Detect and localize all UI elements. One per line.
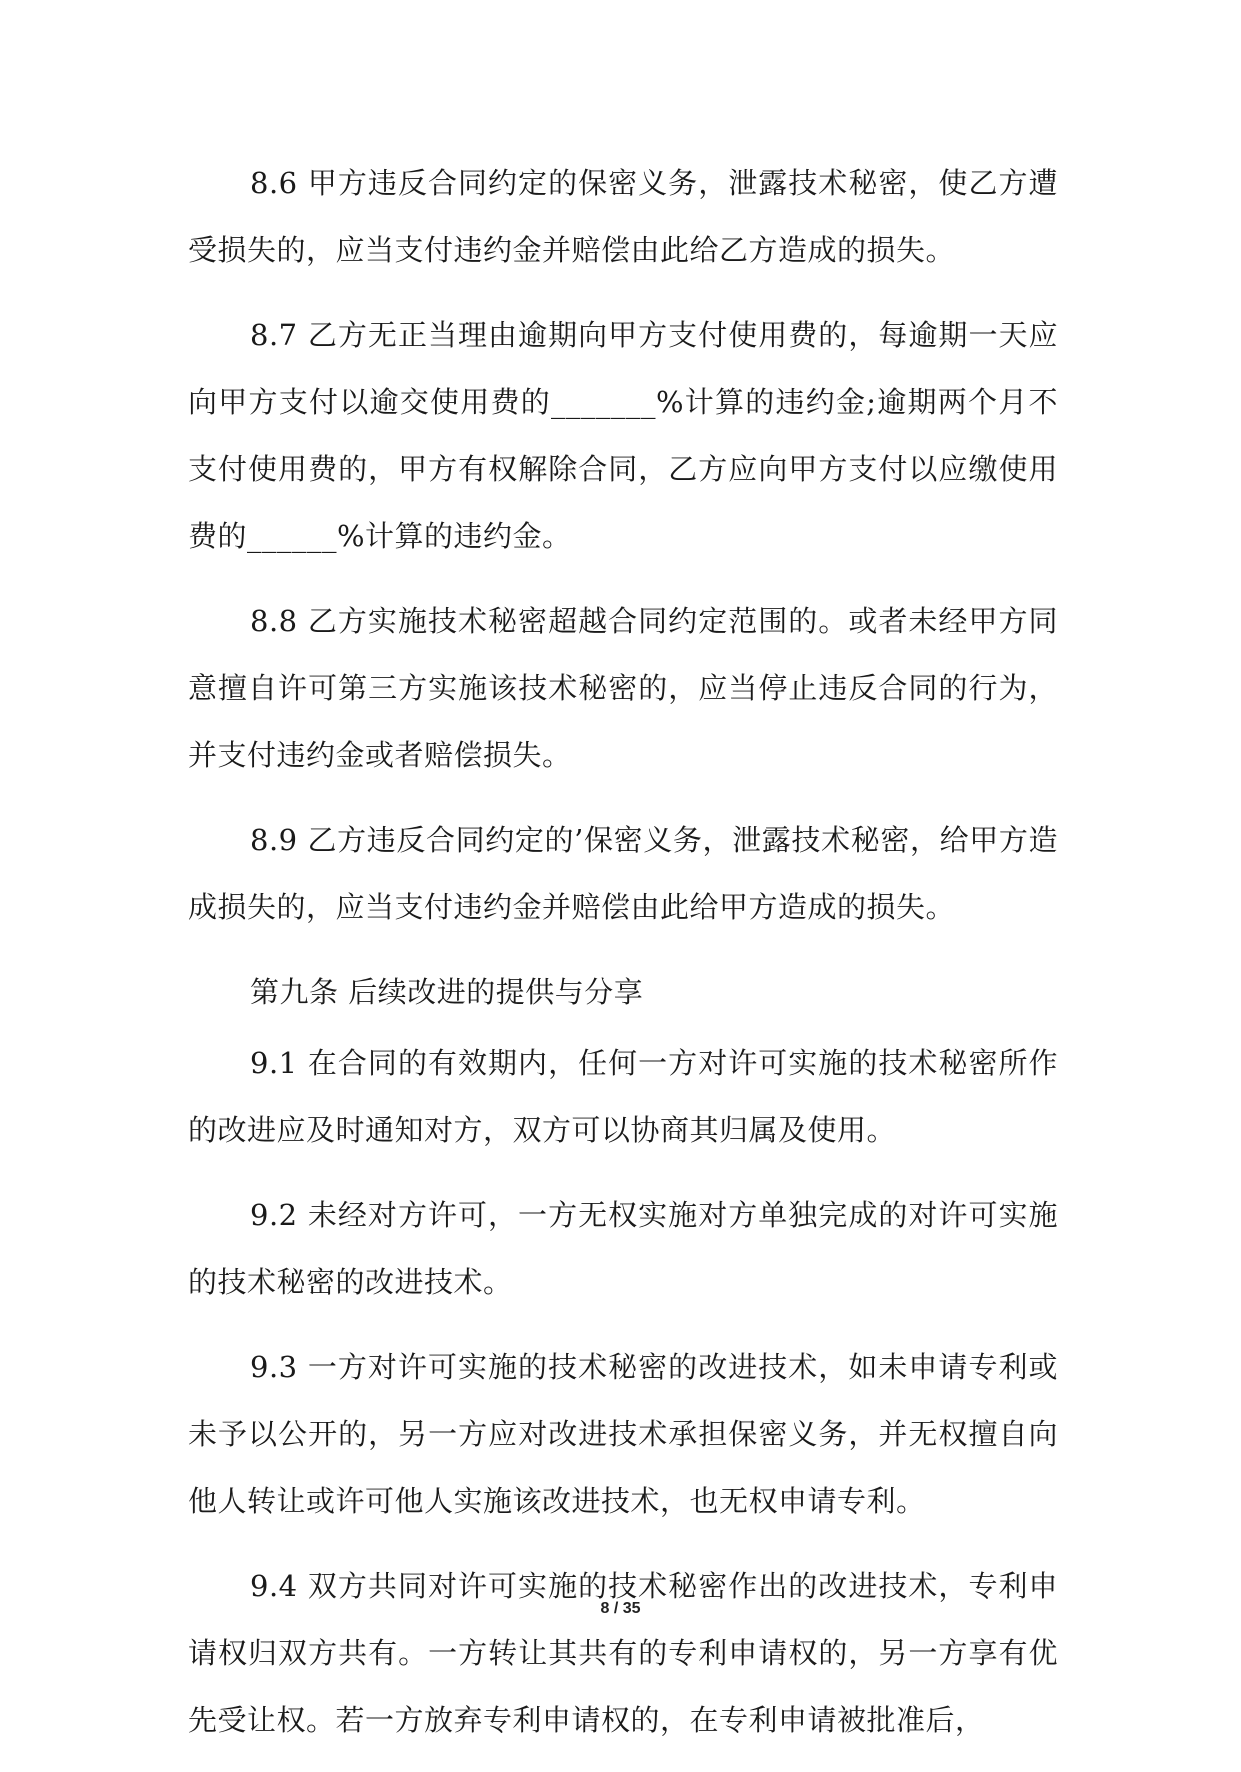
- clause-9-1: 9.1 在合同的有效期内，任何一方对许可实施的技术秘密所作的改进应及时通知对方，双方可以协商其归属及使用。: [188, 1046, 1058, 1147]
- clause-9-2: 9.2 未经对方许可，一方无权实施对方单独完成的对许可实施的技术秘密的改进技术。: [188, 1198, 1058, 1299]
- clause-9-3: 9.3 一方对许可实施的技术秘密的改进技术，如未申请专利或未予以公开的，另一方应对改进技术承担保密义务，并无权擅自向他人转让或许可他人实施该改进技术，也无权申请专利。: [188, 1350, 1058, 1518]
- page-number: 8 / 35: [600, 1600, 641, 1617]
- clause-8-7: 8.7 乙方无正当理由逾期向甲方支付使用费的，每逾期一天应向甲方支付以逾交使用费的_______%计算的违约金;逾期两个月不支付使用费的，甲方有权解除合同，乙方应向甲方支付以应缴使用费的______%计算的违约金。: [188, 318, 1058, 553]
- clause-9-4: 9.4 双方共同对许可实施的技术秘密作出的改进技术，专利申请权归双方共有。一方转让其共有的专利申请权的，另一方享有优先受让权。若一方放弃专利申请权的，在专利申请被批准后，: [188, 1569, 1058, 1737]
- clause-8-6: 8.6 甲方违反合同约定的保密义务，泄露技术秘密，使乙方遭受损失的，应当支付违约金并赔偿由此给乙方造成的损失。: [188, 166, 1058, 267]
- clause-8-9: 8.9 乙方违反合同约定的’保密义务，泄露技术秘密，给甲方造成损失的，应当支付违约金并赔偿由此给甲方造成的损失。: [188, 823, 1058, 924]
- document-body: [188, 150, 1058, 1772]
- article-9-heading: 第九条 后续改进的提供与分享: [250, 975, 644, 1009]
- clause-8-8: 8.8 乙方实施技术秘密超越合同约定范围的。或者未经甲方同意擅自许可第三方实施该技术秘密的，应当停止违反合同的行为，并支付违约金或者赔偿损失。: [188, 604, 1058, 772]
